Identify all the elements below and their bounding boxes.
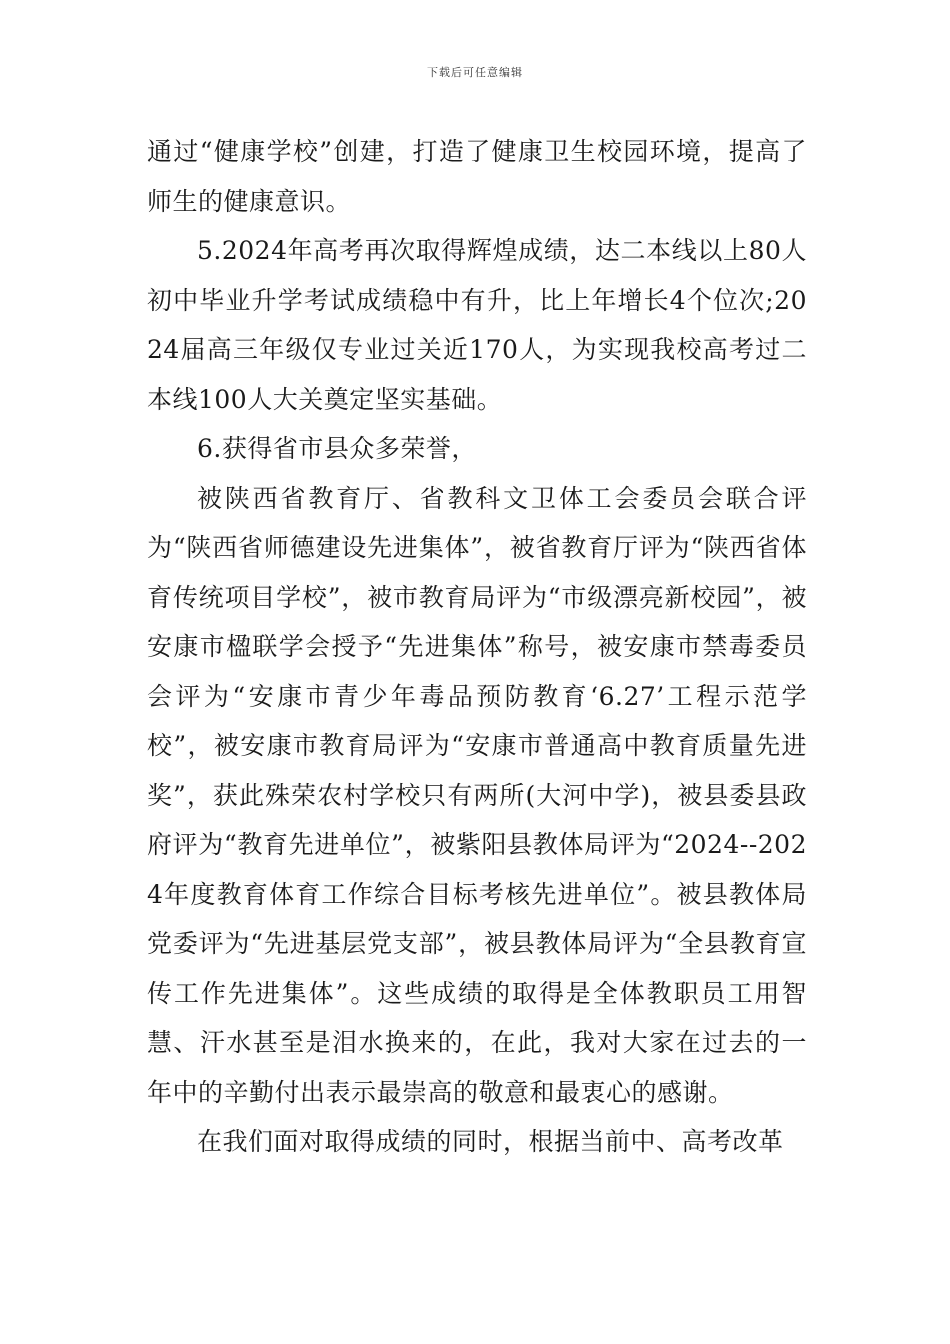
- paragraph-exam-results: 5.2024年高考再次取得辉煌成绩，达二本线以上80人初中毕业升学考试成绩稳中有升，比上年增长4个位次;2024届高三年级仅专业过关近170人，为实现我校高考过二本线100人大关奠定坚实基础。: [147, 236, 807, 414]
- document-body: [147, 127, 807, 1167]
- paragraph-health-school: 通过“健康学校”创建，打造了健康卫生校园环境，提高了师生的健康意识。: [147, 137, 807, 216]
- paragraph-honors-heading: 6.获得省市县众多荣誉，: [197, 434, 477, 463]
- paragraph-reform-intro: 在我们面对取得成绩的同时，根据当前中、高考改革: [197, 1127, 784, 1156]
- paragraph-honors-list: 被陕西省教育厅、省教科文卫体工会委员会联合评为“陕西省师德建设先进集体”，被省教育厅评为“陕西省体育传统项目学校”，被市教育局评为“市级漂亮新校园”，被安康市楹联学会授予“先进集体”称号，被安康市禁毒委员会评为“安康市青少年毒品预防教育‘6.27’工程示范学校”，被安康市教育局评为“安康市普通高中教育质量先进奖”，获此殊荣农村学校只有两所(大河中学)，被县委县政府评为“教育先进单位”，被紫阳县教体局评为“2024--2024年度教育体育工作综合目标考核先进单位”。被县教体局党委评为“先进基层党支部”，被县教体局评为“全县教育宣传工作先进集体”。这些成绩的取得是全体教职员工用智慧、汗水甚至是泪水换来的，在此，我对大家在过去的一年中的辛勤付出表示最崇高的敬意和最衷心的感谢。: [147, 483, 807, 1107]
- page-header: 下载后可任意编辑: [427, 66, 523, 79]
